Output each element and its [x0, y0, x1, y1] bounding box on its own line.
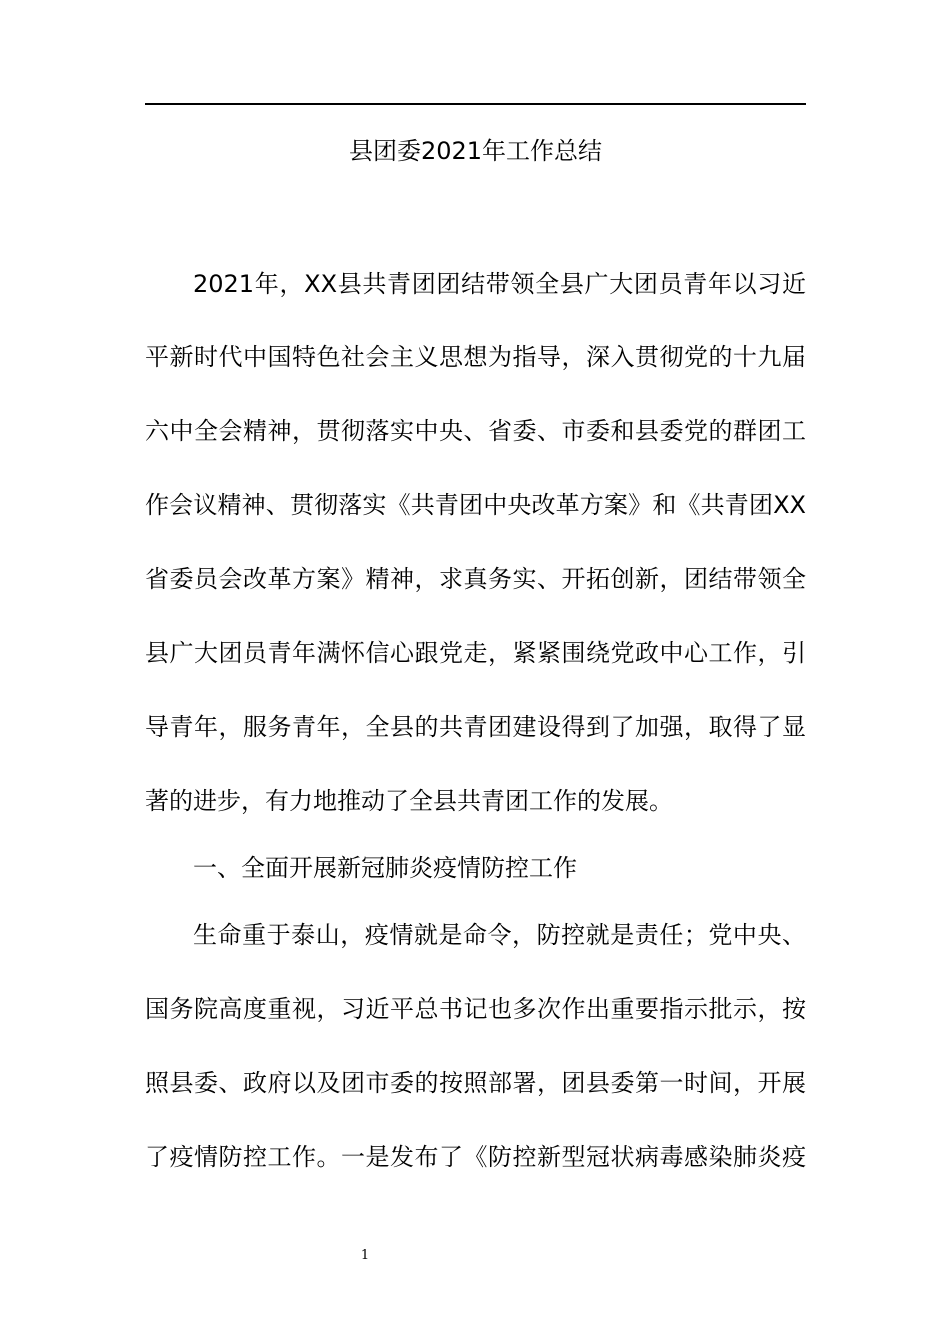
paragraph-line: 平新时代中国特色社会主义思想为指导，深入贯彻党的十九届	[145, 343, 806, 371]
paragraph-line: 省委员会改革方案》精神，求真务实、开拓创新，团结带领全	[145, 565, 806, 593]
header-rule	[145, 103, 806, 105]
page-number: 1	[360, 1248, 370, 1263]
paragraph-line: 照县委、政府以及团市委的按照部署，团县委第一时间，开展	[145, 1069, 806, 1097]
paragraph-line: 六中全会精神，贯彻落实中央、省委、市委和县委党的群团工	[145, 417, 806, 445]
paragraph-line: 县广大团员青年满怀信心跟党走，紧紧围绕党政中心工作，引	[145, 639, 806, 667]
paragraph-line: 导青年，服务青年，全县的共青团建设得到了加强，取得了显	[145, 713, 806, 741]
paragraph-line: 国务院高度重视，习近平总书记也多次作出重要指示批示，按	[145, 995, 806, 1023]
section-heading: 一、全面开展新冠肺炎疫情防控工作	[193, 854, 577, 882]
paragraph-line: 2021年，XX县共青团团结带领全县广大团员青年以习近	[193, 270, 806, 298]
paragraph-line: 作会议精神、贯彻落实《共青团中央改革方案》和《共青团XX	[145, 491, 806, 519]
paragraph-line: 著的进步，有力地推动了全县共青团工作的发展。	[145, 787, 673, 815]
document-title: 县团委2021年工作总结	[348, 137, 603, 165]
paragraph-line: 了疫情防控工作。一是发布了《防控新型冠状病毒感染肺炎疫	[145, 1143, 806, 1171]
paragraph-line: 生命重于泰山，疫情就是命令，防控就是责任；党中央、	[193, 921, 806, 949]
